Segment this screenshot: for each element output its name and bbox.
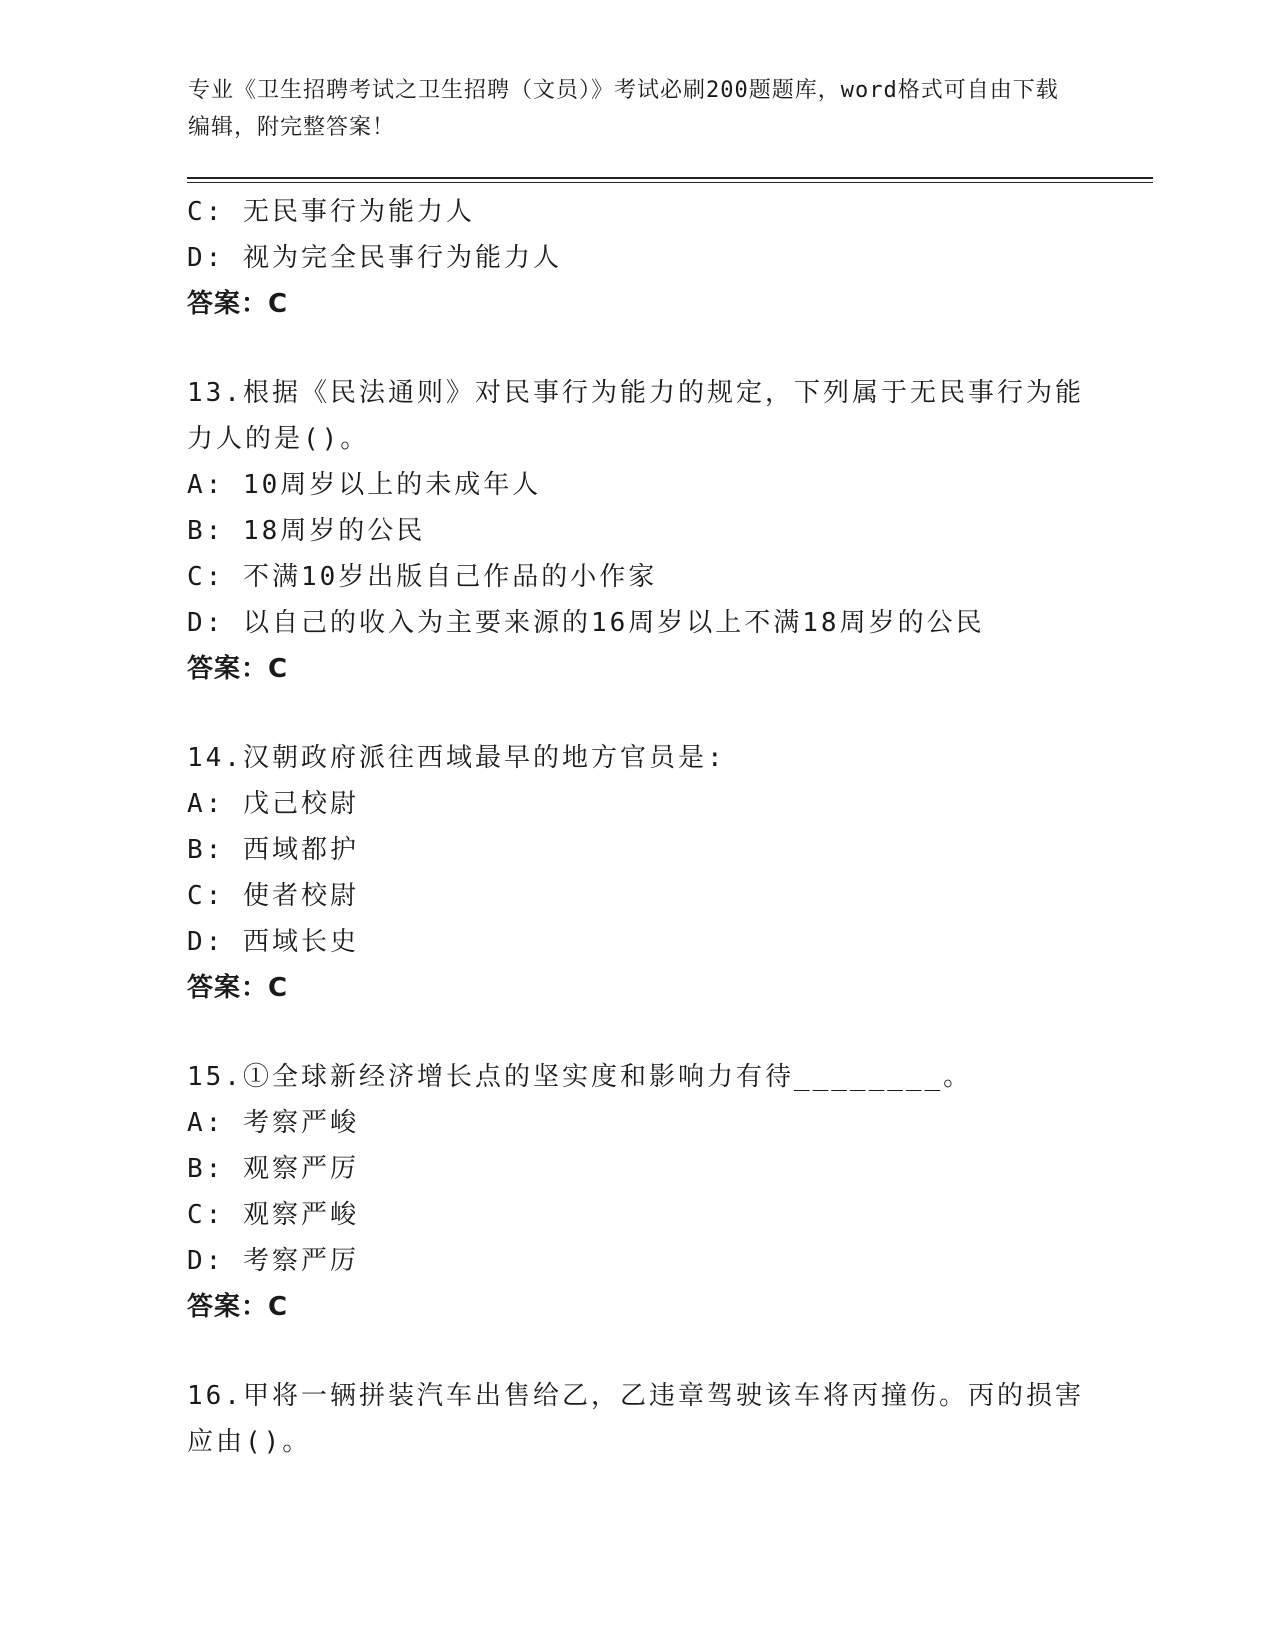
option-c: C: 无民事行为能力人: [187, 197, 475, 227]
option-d: D: 以自己的收入为主要来源的16周岁以上不满18周岁的公民: [187, 608, 985, 638]
option-b: B: 18周岁的公民: [187, 516, 426, 546]
option-a: A: 考察严峻: [187, 1108, 359, 1138]
question-list: [187, 189, 1107, 1465]
answer: 答案：C: [187, 289, 289, 319]
answer: 答案：C: [187, 973, 289, 1003]
option-b: B: 西域都护: [187, 835, 359, 865]
option-c: C: 使者校尉: [187, 881, 359, 911]
question-stem: 15.①全球新经济增长点的坚实度和影响力有待________。: [187, 1062, 973, 1092]
option-a: A: 戊己校尉: [187, 789, 359, 819]
spacer: [187, 1330, 1107, 1373]
document-header: 专业《卫生招聘考试之卫生招聘（文员）》考试必刷200题题库，word格式可自由下载编辑，附完整答案！: [188, 78, 1059, 140]
question-15: [187, 1054, 1107, 1330]
answer: 答案：C: [187, 654, 289, 684]
option-a: A: 10周岁以上的未成年人: [187, 470, 542, 500]
question-stem: 13.根据《民法通则》对民事行为能力的规定，下列属于无民事行为能力人的是()。: [187, 378, 1084, 454]
question-14: [187, 735, 1107, 1011]
option-c: C: 观察严峻: [187, 1200, 359, 1230]
answer: 答案：C: [187, 1292, 289, 1322]
question-stem: 14.汉朝政府派往西域最早的地方官员是:: [187, 743, 726, 773]
spacer: [187, 327, 1107, 370]
question-13: [187, 370, 1107, 692]
option-d: D: 视为完全民事行为能力人: [187, 243, 562, 273]
header-divider-thin: [187, 182, 1153, 183]
spacer: [187, 1011, 1107, 1054]
question-stem: 16.甲将一辆拼装汽车出售给乙，乙违章驾驶该车将丙撞伤。丙的损害应由()。: [187, 1381, 1084, 1457]
spacer: [187, 692, 1107, 735]
question-12-tail: [187, 189, 1107, 327]
option-c: C: 不满10岁出版自己作品的小作家: [187, 562, 658, 592]
question-16: [187, 1373, 1107, 1465]
option-d: D: 西域长史: [187, 927, 359, 957]
option-b: B: 观察严厉: [187, 1154, 359, 1184]
header-divider-thick: [187, 177, 1153, 179]
option-d: D: 考察严厉: [187, 1246, 359, 1276]
